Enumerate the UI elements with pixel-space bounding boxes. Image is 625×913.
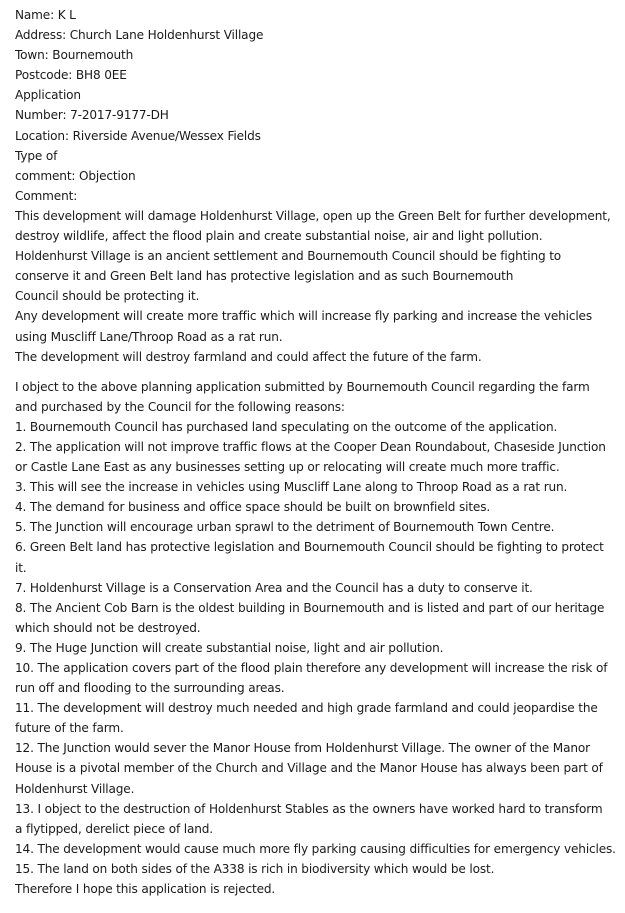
objection-line: I object to the above planning application submitted by Bournemouth Council regarding the farm: [15, 379, 590, 394]
paragraph-spacer: [15, 367, 615, 377]
objection-line: which should not be destroyed.: [15, 620, 201, 635]
address-line: Address: Church Lane Holdenhurst Village: [15, 28, 264, 43]
objection-line: House is a pivotal member of the Church and Village and the Manor House has always been part of: [15, 761, 603, 776]
objection-line: or Castle Lane East as any businesses setting up or relocating will create much more traffic.: [15, 460, 560, 475]
comment-line: conserve it and Green Belt land has protective legislation and as such Bournemouth: [15, 269, 514, 284]
comment-line: using Muscliff Lane/Throop Road as a rat run.: [15, 329, 283, 344]
comment-label: Comment:: [15, 188, 78, 203]
location-line: Location: Riverside Avenue/Wessex Fields: [15, 128, 261, 143]
type-of-label: Type of: [15, 148, 58, 163]
objection-line: 5. The Junction will encourage urban sprawl to the detriment of Bournemouth Town Centre.: [15, 520, 555, 535]
submission-header: [15, 5, 615, 206]
objection-line: 14. The development would cause much more fly parking causing difficulties for emergency vehicles.: [15, 841, 616, 856]
objection-line: 7. Holdenhurst Village is a Conservation Area and the Council has a duty to conserve it.: [15, 580, 533, 595]
postcode-line: Postcode: BH8 0EE: [15, 68, 127, 83]
objection-letter: [15, 5, 615, 899]
objection-line: and purchased by the Council for the following reasons:: [15, 399, 345, 414]
comment-line: destroy wildlife, affect the flood plain and create substantial noise, air and light pollution.: [15, 229, 543, 244]
objection-line: 4. The demand for business and office space should be built on brownfield sites.: [15, 500, 491, 515]
comment-line: The development will destroy farmland and could affect the future of the farm.: [15, 349, 482, 364]
objection-line: 11. The development will destroy much needed and high grade farmland and could jeopardise the: [15, 701, 598, 716]
comment-line: Council should be protecting it.: [15, 289, 200, 304]
objection-line: 2. The application will not improve traffic flows at the Cooper Dean Roundabout, Chaseside Junction: [15, 439, 606, 454]
objection-line: Therefore I hope this application is rejected.: [15, 882, 276, 897]
comment-type: comment: Objection: [15, 168, 136, 183]
objection-line: a flytipped, derelict piece of land.: [15, 821, 213, 836]
objection-line: 9. The Huge Junction will create substantial noise, light and air pollution.: [15, 640, 444, 655]
objection-line: Holdenhurst Village.: [15, 781, 135, 796]
objection-line: 3. This will see the increase in vehicles using Muscliff Lane along to Throop Road as a rat run.: [15, 480, 568, 495]
comment-body: [15, 206, 615, 367]
objection-line: run off and flooding to the surrounding areas.: [15, 681, 285, 696]
objection-reasons: [15, 377, 615, 899]
objection-line: 6. Green Belt land has protective legislation and Bournemouth Council should be fighting to protect: [15, 540, 604, 555]
application-label: Application: [15, 88, 81, 103]
town-line: Town: Bournemouth: [15, 48, 134, 63]
objection-line: it.: [15, 560, 27, 575]
objection-line: 13. I object to the destruction of Holdenhurst Stables as the owners have worked hard to transform: [15, 801, 603, 816]
comment-line: This development will damage Holdenhurst Village, open up the Green Belt for further development,: [15, 208, 611, 223]
objection-line: 12. The Junction would sever the Manor House from Holdenhurst Village. The owner of the Manor: [15, 741, 590, 756]
objection-line: 8. The Ancient Cob Barn is the oldest building in Bournemouth and is listed and part of our heritage: [15, 600, 605, 615]
objection-line: future of the farm.: [15, 721, 124, 736]
comment-line: Any development will create more traffic which will increase fly parking and increase the vehicles: [15, 309, 592, 324]
name-line: Name: K L: [15, 8, 76, 22]
objection-line: 15. The land on both sides of the A338 is rich in biodiversity which would be lost.: [15, 861, 495, 876]
objection-line: 1. Bournemouth Council has purchased land speculating on the outcome of the application.: [15, 419, 558, 434]
comment-line: Holdenhurst Village is an ancient settlement and Bournemouth Council should be fighting to: [15, 249, 562, 264]
objection-line: 10. The application covers part of the flood plain therefore any development will increase the risk of: [15, 661, 608, 675]
application-number: Number: 7-2017-9177-DH: [15, 108, 169, 123]
